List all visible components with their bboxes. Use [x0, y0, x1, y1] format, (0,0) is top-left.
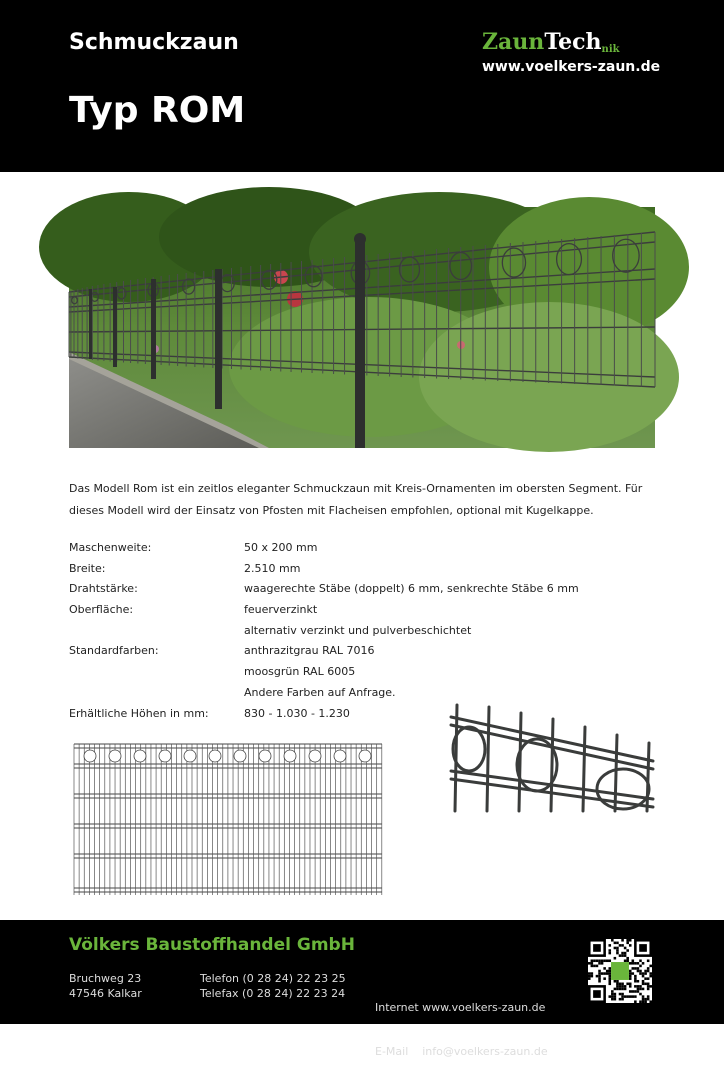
spec-value: moosgrün RAL 6005: [244, 665, 356, 679]
spec-value: waagerechte Stäbe (doppelt) 6 mm, senkrechte Stäbe 6 mm: [244, 582, 579, 596]
company-name: Völkers Baustoffhandel GmbH: [69, 935, 355, 955]
email-link[interactable]: E-Mail info@voelkers-zaun.de: [375, 1044, 548, 1058]
header-bar: [0, 0, 724, 172]
fence-panel-drawing: [72, 742, 384, 897]
spec-label: Oberfläche:: [69, 603, 134, 617]
website-link[interactable]: Internet www.voelkers-zaun.de: [375, 1001, 546, 1014]
ring-detail-photo: [447, 703, 657, 811]
spec-label: Erhältliche Höhen in mm:: [69, 706, 209, 720]
qr-code-icon[interactable]: [588, 939, 652, 1003]
spec-row: [69, 538, 629, 559]
spec-row: [69, 579, 629, 600]
spec-table: [69, 538, 629, 724]
fence-garden-photo: [69, 207, 655, 448]
logo-zaun: Zaun: [482, 29, 545, 55]
zauntechnik-logo[interactable]: [482, 29, 662, 75]
product-category: Schmuckzaun: [69, 30, 239, 55]
logo-nik: nik: [601, 44, 620, 55]
spec-row: [69, 662, 629, 683]
footer-bar: [0, 920, 724, 1058]
spec-value: anthrazitgrau RAL 7016: [244, 644, 375, 658]
spec-label: Standardfarben:: [69, 644, 159, 658]
spec-row: [69, 559, 629, 580]
phone[interactable]: Telefon (0 28 24) 22 23 25: [200, 972, 346, 985]
address-block: [69, 972, 142, 1001]
spec-value: 830 - 1.030 - 1.230: [244, 706, 350, 720]
logo-wordmark: [482, 30, 662, 59]
spec-row: [69, 621, 629, 642]
spec-value: feuerverzinkt: [244, 603, 318, 617]
spec-label: Breite:: [69, 561, 106, 575]
city: 47546 Kalkar: [69, 986, 142, 1000]
spec-value: 50 x 200 mm: [244, 541, 318, 554]
spec-row: [69, 600, 629, 621]
fax: Telefax (0 28 24) 22 23 24: [200, 986, 346, 1000]
spec-label: Maschenweite:: [69, 541, 152, 554]
phone-block: [200, 972, 346, 1001]
spec-label: Drahtstärke:: [69, 582, 138, 596]
spec-value: Andere Farben auf Anfrage.: [244, 685, 396, 699]
logo-url[interactable]: www.voelkers-zaun.de: [482, 59, 661, 75]
spec-value: 2.510 mm: [244, 561, 301, 575]
spec-row: [69, 641, 629, 662]
contact-block: [375, 972, 548, 1088]
product-description: Das Modell Rom ist ein zeitlos eleganter Schmuckzaun mit Kreis-Ornamenten im obersten Segment. Für dieses Modell wird der Einsatz von Pfosten mit Flacheisen empfohlen, optional mit Kugelkappe.: [69, 482, 643, 517]
spec-value: alternativ verzinkt und pulverbeschichtet: [244, 623, 472, 637]
logo-tech: Tech: [544, 29, 602, 55]
spec-row: [69, 683, 629, 704]
page-title: Typ ROM: [69, 90, 246, 131]
street: Bruchweg 23: [69, 972, 142, 985]
